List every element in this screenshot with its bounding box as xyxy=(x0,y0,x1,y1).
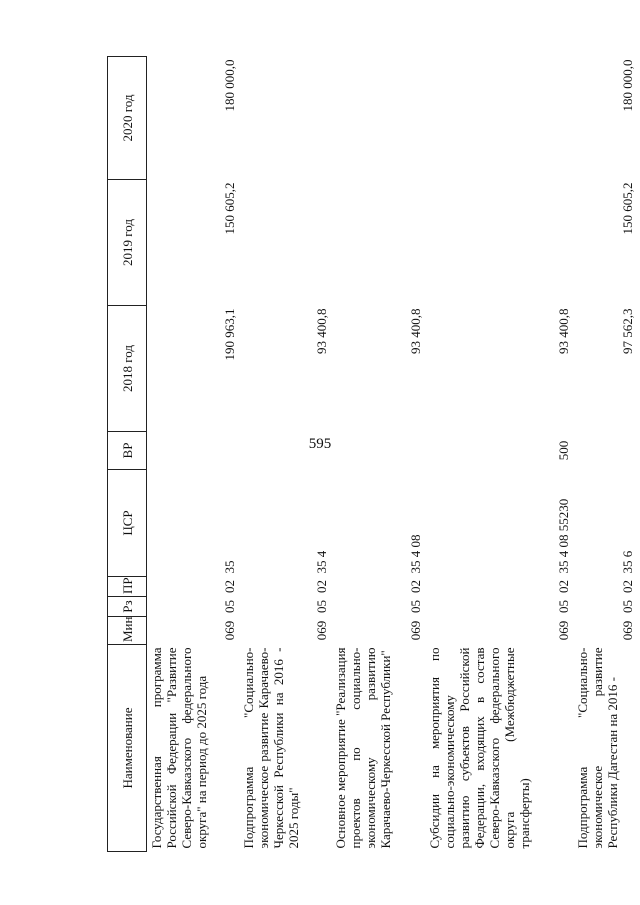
budget-table-rotated xyxy=(107,57,637,852)
row-2019 xyxy=(425,180,573,306)
row-2020 xyxy=(331,57,425,180)
row-name: Подпрограмма "Социально-экономическое развитие Республики Дагестан на 2016 - xyxy=(574,647,620,849)
row-rz: 05 xyxy=(619,600,635,613)
row-pr: 02 xyxy=(221,580,237,593)
row-2020: 180 000,0 xyxy=(221,59,237,112)
table-row xyxy=(331,57,425,852)
row-csr: 35 xyxy=(221,560,237,574)
row-name: Субсидии на мероприятия по социально-экономическому развитию субъектов Российской Федерации, входящих в состав Северо-Кавказского федерального округа (Межбюджетные трансферты) xyxy=(426,647,532,849)
row-min: 069 xyxy=(555,620,571,641)
row-csr: 35 4 xyxy=(313,550,329,574)
row-vr xyxy=(331,432,425,470)
row-min: 069 xyxy=(407,620,423,641)
row-rz: 05 xyxy=(407,600,423,613)
row-2020 xyxy=(425,57,573,180)
table-row xyxy=(425,57,573,852)
row-2018: 97 562,3 xyxy=(619,308,635,354)
row-min: 069 xyxy=(313,620,329,641)
row-2019 xyxy=(239,180,331,306)
row-pr: 02 xyxy=(555,580,571,593)
row-rz: 05 xyxy=(221,600,237,613)
row-2020: 180 000,0 xyxy=(619,59,635,112)
budget-table xyxy=(107,56,637,852)
table-row xyxy=(239,57,331,852)
table-header-row xyxy=(108,57,147,852)
row-min: 069 xyxy=(619,620,635,641)
row-csr: 35 4 08 55230 xyxy=(555,498,571,574)
row-pr: 02 xyxy=(407,580,423,593)
row-pr: 02 xyxy=(313,580,329,593)
row-rz: 05 xyxy=(313,600,329,613)
row-csr: 35 4 08 xyxy=(407,534,423,574)
row-vr: 500 xyxy=(555,440,571,461)
row-csr: 35 6 xyxy=(619,550,635,574)
row-name: Государственная программа Российской Федерации "Развитие Северо-Кавказского федерального округа" на период до 2025 года xyxy=(149,647,209,849)
header-csr: ЦСР xyxy=(108,470,147,577)
page-number: 595 xyxy=(308,436,332,452)
header-2019: 2019 год xyxy=(108,180,147,306)
header-rz: Рз xyxy=(108,597,147,617)
table-row xyxy=(573,57,637,852)
row-2019 xyxy=(331,180,425,306)
table-row xyxy=(147,57,239,852)
row-vr xyxy=(573,432,637,470)
row-name: Подпрограмма "Социально-экономическое развитие Карачаево-Черкесской Республики на 2016 - 2025 годы" xyxy=(240,647,301,849)
header-vr: ВР xyxy=(108,432,147,470)
header-name: Наименование xyxy=(108,645,147,852)
row-pr: 02 xyxy=(619,580,635,593)
header-2020: 2020 год xyxy=(108,57,147,180)
row-vr xyxy=(239,432,331,470)
header-pr: ПР xyxy=(108,577,147,597)
row-2018: 93 400,8 xyxy=(313,308,329,354)
row-2020 xyxy=(239,57,331,180)
row-2018: 93 400,8 xyxy=(555,308,571,354)
row-2018: 93 400,8 xyxy=(407,308,423,354)
row-rz: 05 xyxy=(555,600,571,613)
header-min: Мин xyxy=(108,617,147,645)
row-2019: 150 605,2 xyxy=(619,182,635,235)
row-min: 069 xyxy=(221,620,237,641)
row-2018: 190 963,1 xyxy=(221,308,237,361)
row-2019: 150 605,2 xyxy=(221,182,237,235)
row-vr xyxy=(147,432,239,470)
header-2018: 2018 год xyxy=(108,306,147,432)
row-name: Основное мероприятие "Реализация проектов по социально-экономическому развитию Карачаево-Черкесской Республики" xyxy=(332,647,393,849)
